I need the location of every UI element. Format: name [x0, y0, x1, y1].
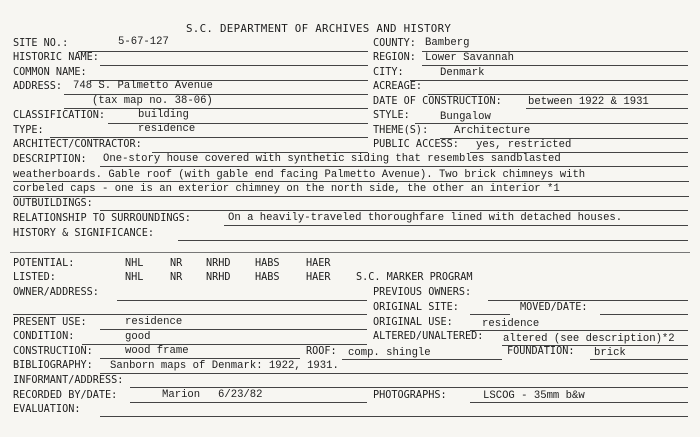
owner-address-line-1 [117, 300, 367, 301]
construction-label: CONSTRUCTION: [13, 346, 93, 357]
recorded-by-line [130, 402, 367, 403]
type-value: residence [138, 123, 196, 135]
classification-label: CLASSIFICATION: [13, 110, 106, 121]
public-access-value: yes, restricted [476, 139, 572, 151]
description-line-1 [100, 166, 688, 167]
address-value-line2: (tax map no. 38-06) [92, 95, 213, 107]
county-label: COUNTY: [373, 38, 416, 49]
type-line [50, 137, 368, 138]
public-access-label: PUBLIC ACCESS: [373, 139, 459, 150]
marker-program-label: S.C. MARKER PROGRAM [356, 272, 473, 283]
description-label: DESCRIPTION: [13, 154, 87, 165]
date-construction-line [526, 108, 688, 109]
date-construction-value: between 1922 & 1931 [528, 96, 649, 108]
listed-nr: NR [170, 272, 183, 283]
description-value-line2: weatherboards. Gable roof (with gable end facing Palmetto Avenue). Two brick chimneys with [13, 169, 586, 181]
site-no-line [78, 51, 368, 52]
address-value-line1: 748 S. Palmetto Avenue [73, 80, 213, 92]
potential-nhl: NHL [125, 258, 144, 269]
foundation-label: FOUNDATION: [507, 346, 575, 357]
description-line-2 [13, 181, 689, 182]
condition-value: good [125, 331, 151, 343]
moved-date-line [600, 314, 688, 315]
style-value: Bungalow [440, 111, 491, 123]
style-label: STYLE: [373, 110, 410, 121]
condition-label: CONDITION: [13, 331, 75, 342]
photographs-value: LSCOG - 35mm b&w [483, 390, 585, 402]
potential-label: POTENTIAL: [13, 258, 75, 269]
present-use-label: PRESENT USE: [13, 317, 87, 328]
recorded-date-value: 6/23/82 [218, 389, 263, 401]
listed-nhl: NHL [125, 272, 144, 283]
altered-value: altered (see description)*2 [503, 333, 675, 345]
listed-haer: HAER [306, 272, 331, 283]
site-no-label: SITE NO.: [13, 38, 69, 49]
foundation-line [590, 359, 688, 360]
informant-line [130, 387, 688, 388]
history-line [178, 240, 688, 241]
history-label: HISTORY & SIGNIFICANCE: [13, 228, 155, 239]
potential-nr: NR [170, 258, 183, 269]
original-use-line [470, 330, 688, 331]
description-value-line1: One-story house covered with synthetic siding that resembles sandblasted [103, 153, 561, 165]
themes-label: THEME(S): [373, 125, 429, 136]
bibliography-line [100, 373, 688, 374]
moved-date-label: MOVED/DATE: [520, 302, 588, 313]
type-label: TYPE: [13, 125, 44, 136]
relationship-line [224, 225, 688, 226]
potential-habs: HABS [255, 258, 280, 269]
previous-owners-line [488, 300, 688, 301]
acreage-line [428, 94, 688, 95]
present-use-line [100, 329, 367, 330]
listed-label: LISTED: [13, 272, 56, 283]
potential-haer: HAER [306, 258, 331, 269]
form-title: S.C. DEPARTMENT OF ARCHIVES AND HISTORY [186, 22, 452, 35]
historic-name-label: HISTORIC NAME: [13, 52, 99, 63]
listed-nrhd: NRHD [206, 272, 231, 283]
classification-value: building [138, 109, 189, 121]
outbuildings-line [100, 210, 688, 211]
region-value: Lower Savannah [425, 52, 515, 64]
recorded-by-value: Marion [162, 389, 201, 401]
roof-value: comp. shingle [348, 347, 431, 359]
architect-label: ARCHITECT/CONTRACTOR: [13, 139, 142, 150]
owner-address-line-2 [13, 314, 367, 315]
photographs-label: PHOTOGRAPHS: [373, 390, 447, 401]
address-label: ADDRESS: [13, 81, 63, 92]
site-no-value: 5-67-127 [118, 36, 169, 48]
original-site-line [470, 314, 510, 315]
relationship-value: On a heavily-traveled thoroughfare lined with detached houses. [228, 212, 623, 224]
county-value: Bamberg [425, 37, 470, 49]
acreage-label: ACREAGE: [373, 81, 423, 92]
original-use-label: ORIGINAL USE: [373, 317, 453, 328]
altered-label: ALTERED/UNALTERED: [373, 331, 484, 342]
listed-habs: HABS [255, 272, 280, 283]
themes-value: Architecture [454, 125, 531, 137]
region-line [422, 65, 688, 66]
informant-label: INFORMANT/ADDRESS: [13, 375, 124, 386]
city-line [410, 80, 688, 81]
foundation-value: brick [594, 347, 626, 359]
photographs-line [470, 402, 688, 403]
recorded-by-label: RECORDED BY/DATE: [13, 390, 118, 401]
date-construction-label: DATE OF CONSTRUCTION: [373, 96, 502, 107]
construction-value: wood frame [125, 345, 189, 357]
description-value-line3: corbeled caps - one is an exterior chimney on the north side, the other an interior *1 [13, 183, 560, 195]
section-divider [10, 252, 690, 253]
city-value: Denmark [440, 67, 485, 79]
historic-name-line [100, 65, 368, 66]
construction-line [100, 358, 300, 359]
description-line-3 [13, 196, 689, 197]
original-site-label: ORIGINAL SITE: [373, 302, 459, 313]
common-name-label: COMMON NAME: [13, 67, 87, 78]
evaluation-line [100, 416, 688, 417]
city-label: CITY: [373, 67, 404, 78]
original-use-value: residence [482, 318, 540, 330]
bibliography-label: BIBLIOGRAPHY: [13, 360, 93, 371]
present-use-value: residence [125, 316, 183, 328]
owner-address-label: OWNER/ADDRESS: [13, 287, 99, 298]
evaluation-label: EVALUATION: [13, 404, 81, 415]
relationship-label: RELATIONSHIP TO SURROUNDINGS: [13, 213, 191, 224]
roof-label: ROOF: [306, 346, 337, 357]
roof-line [342, 359, 502, 360]
previous-owners-label: PREVIOUS OWNERS: [373, 287, 472, 298]
address-line-2 [64, 108, 368, 109]
outbuildings-label: OUTBUILDINGS: [13, 198, 93, 209]
potential-nrhd: NRHD [206, 258, 231, 269]
style-line [415, 123, 688, 124]
bibliography-value: Sanborn maps of Denmark: 1922, 1931. [110, 360, 339, 372]
region-label: REGION: [373, 52, 416, 63]
